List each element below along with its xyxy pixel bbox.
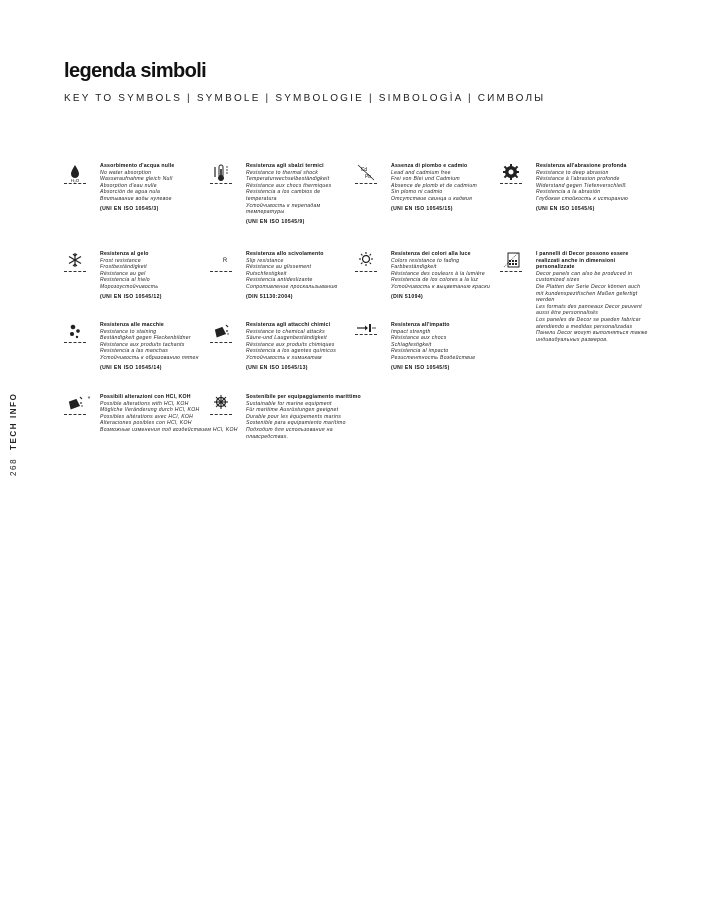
symbol-line: Für maritime Ausrüstungen geeignet <box>246 407 339 414</box>
symbol-line: Устойчивость к выцветанию краски <box>391 283 491 290</box>
symbol-line: Resistencia a las manchas <box>100 348 169 355</box>
icon-label-cd: Cd <box>360 167 368 173</box>
symbol-line: Впитывание воды нулевое <box>100 195 172 202</box>
symbol-line: Frost resistance <box>100 257 142 264</box>
symbol-heading: Resistenza al gelo <box>100 251 149 257</box>
icon-asterisk: * <box>87 396 91 403</box>
symbol-line: Absorption d'eau nulle <box>100 182 157 189</box>
symbol-line: Durable pour les équipements marins <box>246 413 342 420</box>
symbol-heading: I pannelli di Decor possono essere realizzati anche in dimensioni personalizzate <box>536 251 629 271</box>
symbol-norm: (UNI EN ISO 10545/14) <box>100 364 162 371</box>
symbol-line: Impact strength <box>391 328 431 335</box>
symbol-line: Colors resistance to fading <box>391 257 460 264</box>
symbol-line: Сопротивление проскальзыванию <box>246 283 338 290</box>
symbol-heading: Resistenza agli attacchi chimici <box>246 322 331 328</box>
symbol-line: Schlagfestigkeit <box>391 341 432 348</box>
symbol-line: Widerstand gegen Tiefenverschleiß <box>536 182 626 189</box>
symbol-line: Подходит для использования на <box>246 426 333 433</box>
symbol-line: Resistance to deep abrasion <box>536 169 609 176</box>
symbol-norm: (UNI EN ISO 10545/15) <box>391 205 453 212</box>
symbol-line: Resistencia a los cambios de <box>246 189 321 196</box>
symbol-line: Los paneles de Decor se pueden fabricar atendiendo a medidas personalizadas <box>536 316 641 330</box>
symbol-line: Mögliche Veränderung durch HCl, KOH <box>100 407 200 414</box>
chemical-pour-icon <box>210 322 232 348</box>
symbol-line: Résistance aux chocs thermiques <box>246 182 332 189</box>
symbol-line: Absence de plomb et de cadmium <box>391 182 478 189</box>
lead-cadmium-icon <box>355 163 377 189</box>
page-title: legenda simboli <box>64 60 207 82</box>
snowflake-icon <box>64 251 86 277</box>
symbol-line: Résistance au glissement <box>246 264 312 271</box>
symbol-line: Temperaturwechselbeständigkeit <box>246 176 330 183</box>
symbol-line: Säure-und Laugenbeständigkeit <box>246 335 327 342</box>
symbol-line: Frei von Blei und Cadmium <box>391 176 460 183</box>
section-name: TECH INFO <box>9 392 18 451</box>
symbol-norm: (UNI EN ISO 10545/5) <box>391 364 450 371</box>
symbol-line: Absorción de agua nula <box>100 189 161 196</box>
symbol-line: Résistance aux produits chimiques <box>246 341 335 348</box>
symbol-line: Alteraciones posibles con HCl, KOH <box>100 420 192 427</box>
symbol-line: Resistencia al hielo <box>100 277 150 284</box>
symbol-line: Возможные изменения под воздействием HCl, KOH <box>100 426 238 433</box>
abrasion-gear-icon <box>500 163 522 189</box>
symbol-norm: (UNI EN ISO 10545/13) <box>246 364 308 371</box>
symbol-line: Possible alterations with HCl, KOH <box>100 400 189 407</box>
symbol-line: Beständigkeit gegen Fleckenbildner <box>100 335 191 342</box>
symbol-line: Resistencia antideslizante <box>246 277 313 284</box>
symbol-line: Résistance au gel <box>100 270 146 277</box>
symbol-heading: Possibili alterazioni con HCl, KOH <box>100 394 191 400</box>
symbol-line: Resistencia a los agentes químicos <box>246 348 337 355</box>
ship-wheel-icon <box>210 394 232 420</box>
symbol-heading: Assenza di piombo e cadmio <box>391 163 468 169</box>
stain-dots-icon <box>64 322 86 348</box>
symbol-line: Possibles altérations avec HCl, KOH <box>100 413 194 420</box>
symbol-line: Resistance to chemical attacks <box>246 328 325 335</box>
symbol-line: Slip resistance <box>246 257 284 264</box>
symbol-line: плавсредствах. <box>246 433 289 440</box>
symbol-line: Rutschfestigkeit <box>246 270 287 277</box>
symbol-line: Lead and cadmium free <box>391 169 451 176</box>
symbol-heading: Resistenza alle macchie <box>100 322 165 328</box>
symbol-line: Résistance aux chocs <box>391 335 447 342</box>
symbol-line: температуры <box>246 209 285 216</box>
symbol-heading: Resistenza agli sbalzi termici <box>246 163 324 169</box>
symbol-line: Глубокая стойкость к истиранию <box>536 195 629 202</box>
page-subtitle: KEY TO SYMBOLS | SYMBOLE | SYMBOLOGIE | SIMBOLOGÌA | СИМВОЛЫ <box>64 93 546 104</box>
icon-label-pb: Pb <box>364 174 372 180</box>
symbol-line: Resistencia a la abrasión <box>536 189 601 196</box>
thermometer-icon <box>210 163 232 189</box>
symbol-heading: Resistenza all'impatto <box>391 322 450 328</box>
symbol-line: Морозоустойчивость <box>100 283 159 290</box>
decor-panel-icon <box>500 251 522 277</box>
icon-label: H₂O <box>70 178 80 183</box>
symbol-line: Resistencia al impacto <box>391 348 449 355</box>
symbol-line: Die Platten der Serie Decor können auch mit kundenspezifischen Maßen gefertigt werden <box>536 283 641 304</box>
symbol-line: Sostenible para equipamiento marítimo <box>246 420 346 427</box>
symbol-line: Resistance to staining <box>100 328 157 335</box>
symbol-line: Sin plomo ni cadmio <box>391 189 443 196</box>
symbol-line: Farbbeständigkeit <box>391 264 437 271</box>
symbol-norm: (DIN 51130:2004) <box>246 293 293 300</box>
symbol-line: Устойчивость к перепадам <box>246 202 321 209</box>
symbol-heading: Resistenza dei colori alla luce <box>391 251 471 257</box>
sidebar-label <box>9 393 18 477</box>
symbol-line: Резистентность Воздействие <box>391 354 476 361</box>
symbol-line: Панели Decor могут выполняться также индивидуальных размеров. <box>536 330 648 343</box>
symbol-line: Устойчивость к образованию пятен <box>100 354 199 361</box>
symbol-line: Decor panels can also be produced in customized sizes <box>536 270 633 284</box>
symbol-line: Отсутствие свинца и кадмия <box>391 195 473 202</box>
symbol-norm: (UNI EN ISO 10545/12) <box>100 293 162 300</box>
symbol-line: Frostbeständigkeit <box>100 264 148 271</box>
icon-label: R <box>222 258 228 264</box>
symbol-line: Sustainable for marine equipment <box>246 400 332 407</box>
symbol-line: temperatura <box>246 195 277 202</box>
impact-icon <box>355 322 377 348</box>
symbol-heading: Resistenza allo scivolamento <box>246 251 324 257</box>
symbol-line: Resistencia de los colores a la luz <box>391 277 479 284</box>
acid-alteration-icon <box>64 394 91 420</box>
symbol-norm: (UNI EN ISO 10545/3) <box>100 205 159 212</box>
symbol-line: Résistance aux produits tachants <box>100 341 185 348</box>
symbol-line: Resistance to thermal shock <box>246 169 319 176</box>
slip-resistance-icon <box>210 251 232 277</box>
symbol-norm: (UNI EN ISO 10545/9) <box>246 218 305 225</box>
symbol-norm: (UNI EN ISO 10545/6) <box>536 205 595 212</box>
water-drop-icon <box>64 163 86 189</box>
symbol-heading: Assorbimento d'acqua nulle <box>100 163 175 169</box>
symbol-norm: (DIN 51094) <box>391 293 424 300</box>
symbol-line: Résistance à l'abrasion profonde <box>536 176 620 183</box>
symbol-line: Résistance des couleurs à la lumière <box>391 270 486 277</box>
symbol-line: Устойчивость к химикатам <box>246 354 322 361</box>
symbol-line: Wasseraufnahme gleich Null <box>100 176 173 183</box>
symbol-line: Les formats des panneaux Decor peuvent aussi être personnalisés <box>536 303 642 317</box>
symbol-line: No water absorption <box>100 169 152 176</box>
sun-icon <box>355 251 377 277</box>
symbol-heading: Resistenza all'abrasione profonda <box>536 163 627 169</box>
symbol-heading: Sostenibile per equipaggiamento marittimo <box>246 394 361 400</box>
page-number: 268 <box>9 457 18 476</box>
